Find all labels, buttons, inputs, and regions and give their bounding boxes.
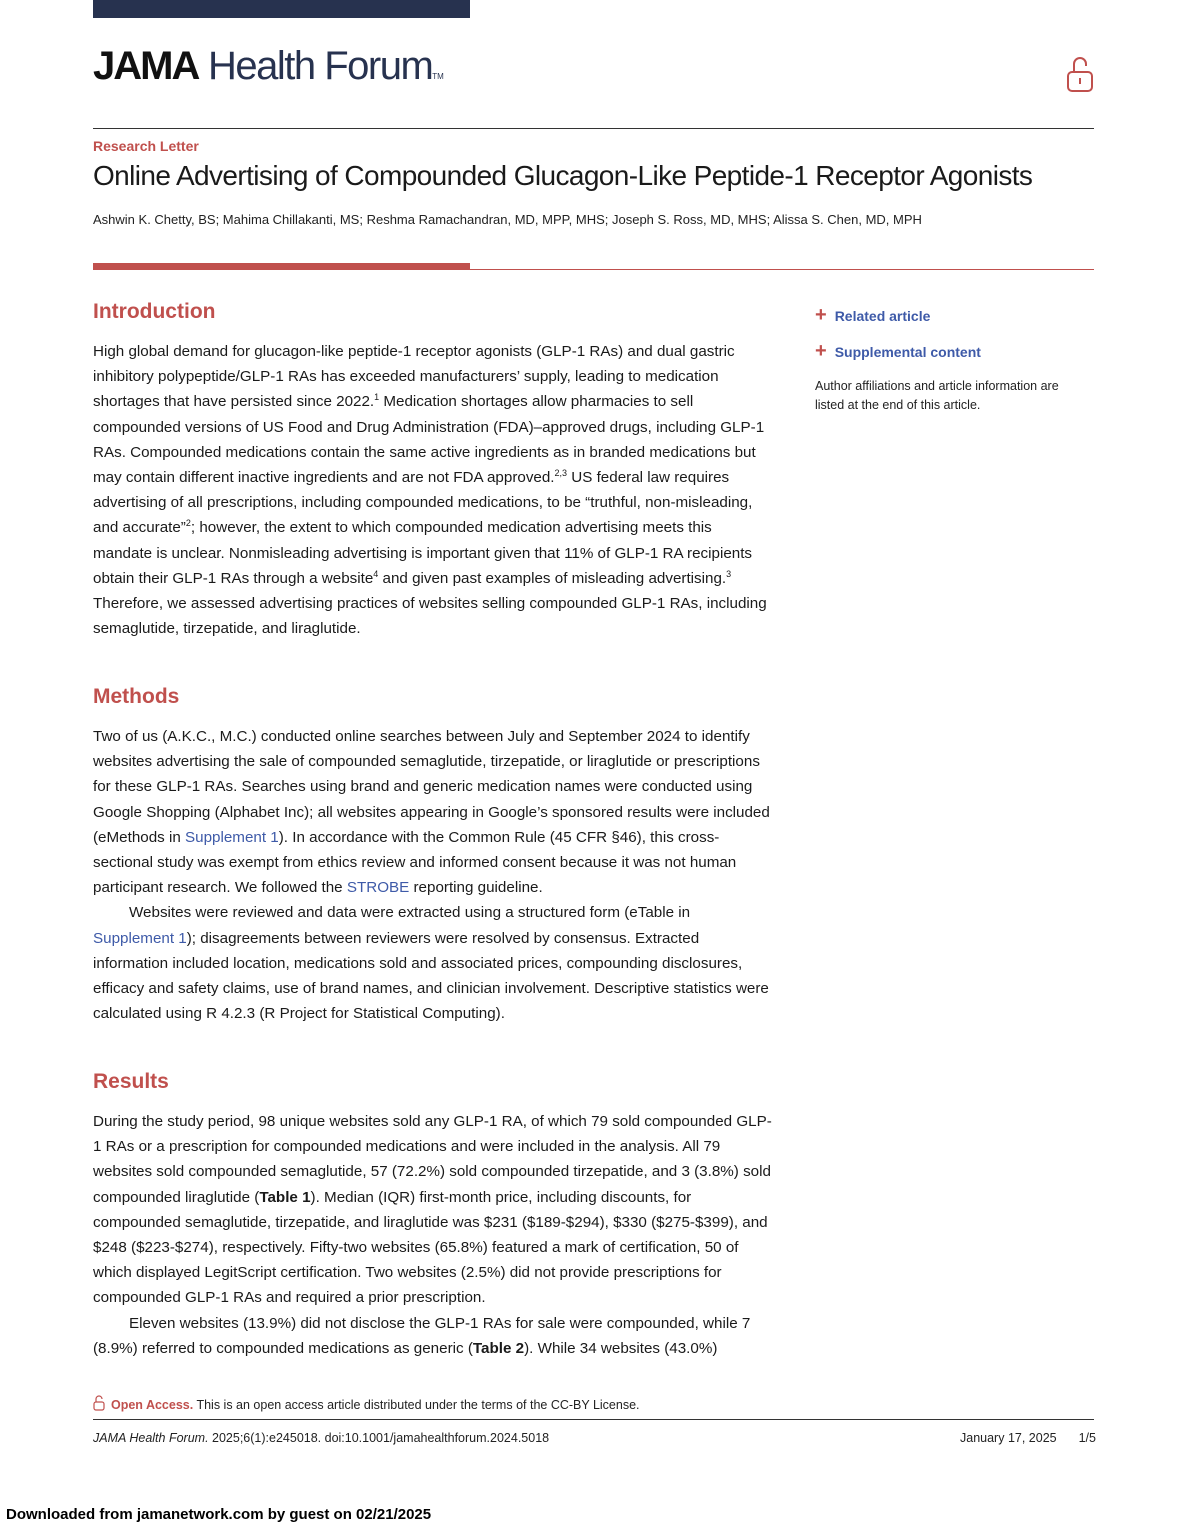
plus-icon: + bbox=[815, 340, 827, 362]
title-divider-thick bbox=[93, 263, 470, 270]
supplemental-content-link[interactable] bbox=[815, 340, 981, 363]
footer-citation bbox=[93, 1431, 549, 1445]
article-title: Online Advertising of Compounded Glucagon-Like Peptide-1 Receptor Agonists bbox=[93, 160, 1033, 191]
results-paragraph-2: Eleven websites (13.9%) did not disclose the GLP-1 RAs for sale were compounded, while 7 (8.9%) referred to compounded medications as generic (Table 2). While 34 websites (43.0%) bbox=[93, 1314, 751, 1357]
methods-body bbox=[93, 724, 773, 1026]
masthead-jama: JAMA bbox=[93, 44, 199, 88]
open-access-notice bbox=[93, 1395, 640, 1412]
small-lock-icon bbox=[93, 1395, 105, 1411]
strobe-link[interactable]: STROBE bbox=[346, 879, 410, 897]
masthead-health-forum: Health Forum bbox=[207, 44, 433, 88]
supplemental-content-label: Supplemental content bbox=[834, 344, 981, 360]
footer-divider bbox=[93, 1419, 1094, 1420]
results-body bbox=[93, 1109, 773, 1361]
open-access-label: Open Access. bbox=[111, 1398, 194, 1412]
journal-masthead bbox=[93, 42, 444, 101]
methods-paragraph-1: Two of us (A.K.C., M.C.) conducted online searches between July and September 2024 to identify websites advertising the sale of compounded semaglutide, tirzepatide, or liraglutide or prescriptions for these GLP-1 RAs. Searches using brand and generic medication names were conducted using Google Shopping (Alphabet Inc); all websites appearing in Google’s sponsored results were included (eMethods in Supplement 1). In accordance with the Common Rule (45 CFR §46), this cross-sectional study was exempt from ethics review and informed consent because it was not human participant research. We followed the STROBE reporting guideline. bbox=[93, 728, 770, 897]
header-divider bbox=[93, 128, 1094, 129]
methods-heading: Methods bbox=[93, 685, 180, 708]
title-divider-thin bbox=[470, 269, 1094, 270]
introduction-heading: Introduction bbox=[93, 300, 216, 323]
related-article-label: Related article bbox=[834, 308, 931, 324]
related-article-link[interactable] bbox=[815, 304, 930, 327]
results-heading: Results bbox=[93, 1070, 169, 1093]
author-list: Ashwin K. Chetty, BS; Mahima Chillakanti, MS; Reshma Ramachandran, MD, MPP, MHS; Joseph S. Ross, MD, MHS; Alissa S. Chen, MD, MPH bbox=[93, 212, 922, 227]
footer-date-page bbox=[960, 1431, 1096, 1445]
results-paragraph-1: During the study period, 98 unique websites sold any GLP-1 RA, of which 79 sold compounded GLP-1 RAs or a prescription for compounded medications and were included in the analysis. All 79 websites sold compounded semaglutide, 57 (72.2%) sold compounded tirzepatide, and 3 (3.8%) sold compounded liraglutide (Table 1). Median (IQR) first-month price, including discounts, for compounded semaglutide, tirzepatide, and liraglutide was $231 ($189-$294), $330 ($275-$399), and $248 ($223-$274), respectively. Fifty-two websites (65.8%) featured a mark of certification, 50 of which displayed LegitScript certification. Two websites (2.5%) did not provide prescriptions for compounded GLP-1 RAs and required a prior prescription. bbox=[93, 1113, 772, 1307]
footer-date: January 17, 2025 bbox=[960, 1431, 1057, 1445]
supplement-1-link[interactable]: Supplement 1 bbox=[185, 828, 279, 846]
supplement-1-link[interactable]: Supplement 1 bbox=[93, 929, 187, 947]
header-top-bar bbox=[93, 0, 470, 18]
plus-icon: + bbox=[815, 304, 827, 326]
affiliation-note: Author affiliations and article information are listed at the end of this article. bbox=[815, 379, 1059, 412]
download-notice: Downloaded from jamanetwork.com by guest on 02/21/2025 bbox=[6, 1506, 432, 1523]
open-access-lock-icon bbox=[1066, 54, 1094, 94]
introduction-paragraph: High global demand for glucagon-like peptide-1 receptor agonists (GLP-1 RAs) and dual gastric inhibitory polypeptide/GLP-1 RAs has exceeded manufacturers’ supply, leading to medication shortages that have persisted since 2022.$^1$ Medication shortages allow pharmacies to sell compounded versions of US Food and Drug Administration (FDA)–approved drugs, including GLP-1 RAs. Compounded medications contain the same active ingredients as in branded medications but may contain different inactive ingredients and are not FDA approved.$^{2,3}$ US federal law requires advertising of all prescriptions, including compounded medications, to be “truthful, non-misleading, and accurate”$^2$; however, the extent to which compounded medication advertising meets this mandate is unclear. Nonmisleading advertising is important given that 11% of GLP-1 RA recipients obtain their GLP-1 RAs through a website$^4$ and given past examples of misleading advertising.$^3$ Therefore, we assessed advertising practices of websites selling compounded GLP-1 RAs, including semaglutide, tirzepatide, and liraglutide. bbox=[93, 343, 767, 638]
introduction-body bbox=[93, 339, 773, 641]
article-type: Research Letter bbox=[93, 138, 199, 154]
footer-page: 1/5 bbox=[1078, 1431, 1096, 1445]
masthead-trademark: TM bbox=[432, 72, 444, 81]
open-access-text: This is an open access article distributed under the terms of the CC-BY License. bbox=[196, 1398, 640, 1412]
footer-journal: JAMA Health Forum. bbox=[93, 1431, 209, 1445]
methods-paragraph-2: Websites were reviewed and data were extracted using a structured form (eTable in Supplement 1); disagreements between reviewers were resolved by consensus. Extracted information included location, medications sold and associated prices, compounding disclosures, efficacy and safety claims, use of brand names, and clinician involvement. Descriptive statistics were calculated using R 4.2.3 (R Project for Statistical Computing). bbox=[93, 904, 769, 1023]
footer-doi: 2025;6(1):e245018. doi:10.1001/jamahealthforum.2024.5018 bbox=[212, 1431, 550, 1445]
